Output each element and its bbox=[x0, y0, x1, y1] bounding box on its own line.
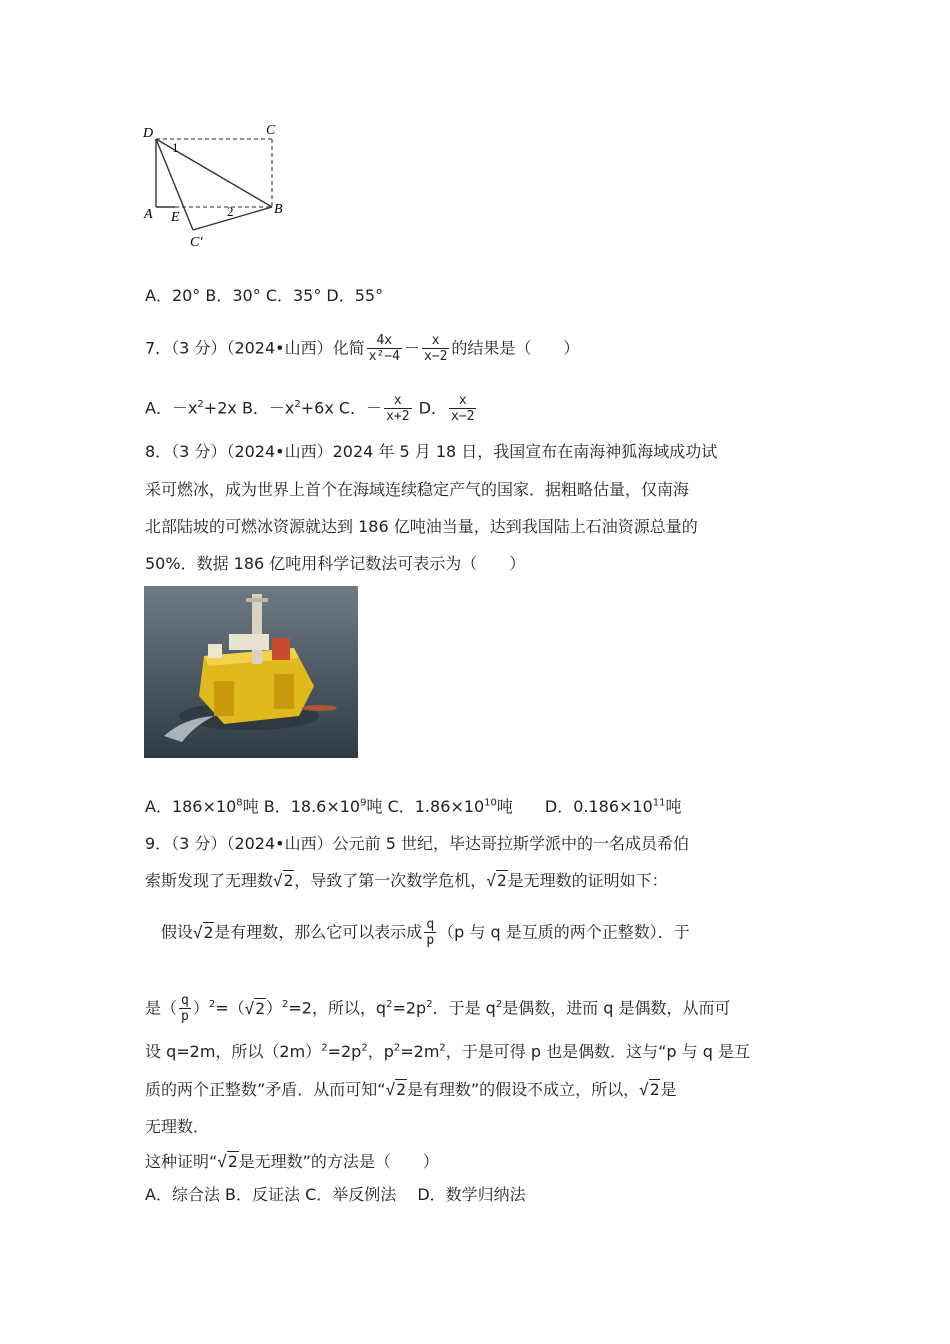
q8-options: A．$186\times 10^8$吨 B．$18.6\times 10^9$吨 C．$1.86\times 10^{10}$吨 D．$0.186\times 10^{11}$吨 bbox=[145, 797, 682, 816]
label-d: D bbox=[143, 126, 154, 141]
label-angle-2: 2 bbox=[227, 204, 234, 219]
fraction: $\frac{x}{x-2}$ bbox=[423, 333, 448, 364]
q9-line-6: 质的两个正整数”矛盾．从而可知“√2是有理数”的假设不成立，所以，√2是 bbox=[145, 1080, 677, 1099]
fraction-q-over-p: $\frac{q}{p}$ bbox=[181, 993, 189, 1024]
q9-line-8: 这种证明“√2是无理数”的方法是（ ） bbox=[145, 1152, 439, 1171]
q9-line-7: 无理数． bbox=[145, 1117, 210, 1136]
label-e: E bbox=[171, 210, 180, 225]
sqrt-2: √2 bbox=[639, 1080, 660, 1099]
label-c: C bbox=[266, 123, 276, 138]
sqrt-2: √2 bbox=[193, 922, 214, 942]
folded-rectangle-figure bbox=[138, 118, 298, 258]
fraction-q-over-p: $\frac{q}{p}$ bbox=[426, 917, 435, 948]
label-c-prime: C′ bbox=[190, 235, 203, 250]
q7-stem: 7．（3 分）（2024•山西）化简 $\frac{4x}{\text{x²−4}}$ － $\frac{x}{x-2}$ 的结果是（ ） bbox=[145, 333, 580, 364]
fraction: $\frac{x}{x+2}$ bbox=[386, 393, 410, 424]
q9-options: A．综合法 B．反证法 C．举反例法 D．数学归纳法 bbox=[145, 1185, 526, 1204]
drilling-platform-photo bbox=[144, 586, 358, 758]
q7-options: A．$-x^2+2x$ B．$-x^2+6x$ C．－ $\frac{x}{x+2}$ D． $\frac{x}{x-2}$ bbox=[145, 393, 475, 424]
q6-options: A．20° B．30° C．35° D．55° bbox=[145, 286, 384, 305]
sqrt-2: √2 bbox=[486, 871, 507, 890]
fraction: $\frac{x}{x-2}$ bbox=[451, 393, 475, 424]
q8-line-3: 北部陆坡的可燃冰资源就达到 186 亿吨油当量，达到我国陆上石油资源总量的 bbox=[145, 517, 698, 536]
q9-line-1: 9．（3 分）（2024•山西）公元前 5 世纪，毕达哥拉斯学派中的一名成员希伯 bbox=[145, 834, 689, 853]
sqrt-2: √2 bbox=[217, 1152, 238, 1171]
sqrt-2: √2 bbox=[273, 871, 294, 890]
label-a: A bbox=[144, 207, 153, 222]
q9-line-2: 索斯发现了无理数√2，导致了第一次数学危机，√2是无理数的证明如下： bbox=[145, 871, 668, 890]
q8-line-1: 8．（3 分）（2024•山西）2024 年 5 月 18 日，我国宣布在南海神狐海域成功试 bbox=[145, 442, 718, 461]
q9-line-3: 假设√2是有理数，那么它可以表示成 $\frac{q}{p}$ （p 与 q 是互质的两个正整数）．于 bbox=[145, 917, 690, 948]
fraction: $\frac{4x}{\text{x²−4}}$ bbox=[368, 333, 400, 364]
sqrt-2: √2 bbox=[385, 1080, 406, 1099]
q8-line-4: 50%．数据 186 亿吨用科学记数法可表示为（ ） bbox=[145, 554, 526, 573]
q8-line-2: 采可燃冰，成为世界上首个在海域连续稳定产气的国家．据粗略估量，仅南海 bbox=[145, 480, 690, 499]
q9-line-5: 设 q=2m，所以$(2m)^2=2p^2$，$p^2=2m^2$，于是可得 p 也是偶数．这与“p 与 q 是互 bbox=[145, 1042, 750, 1061]
label-b: B bbox=[274, 202, 283, 217]
q9-line-4: 是（ $\frac{q}{p}$ ）$^2=(√2)^2=2$，所以，$q^2=2p^2$．于是 $q^2$是偶数，进而 q 是偶数，从而可 bbox=[145, 993, 731, 1024]
label-angle-1: 1 bbox=[172, 140, 179, 155]
sqrt-2: √2 bbox=[244, 998, 265, 1018]
